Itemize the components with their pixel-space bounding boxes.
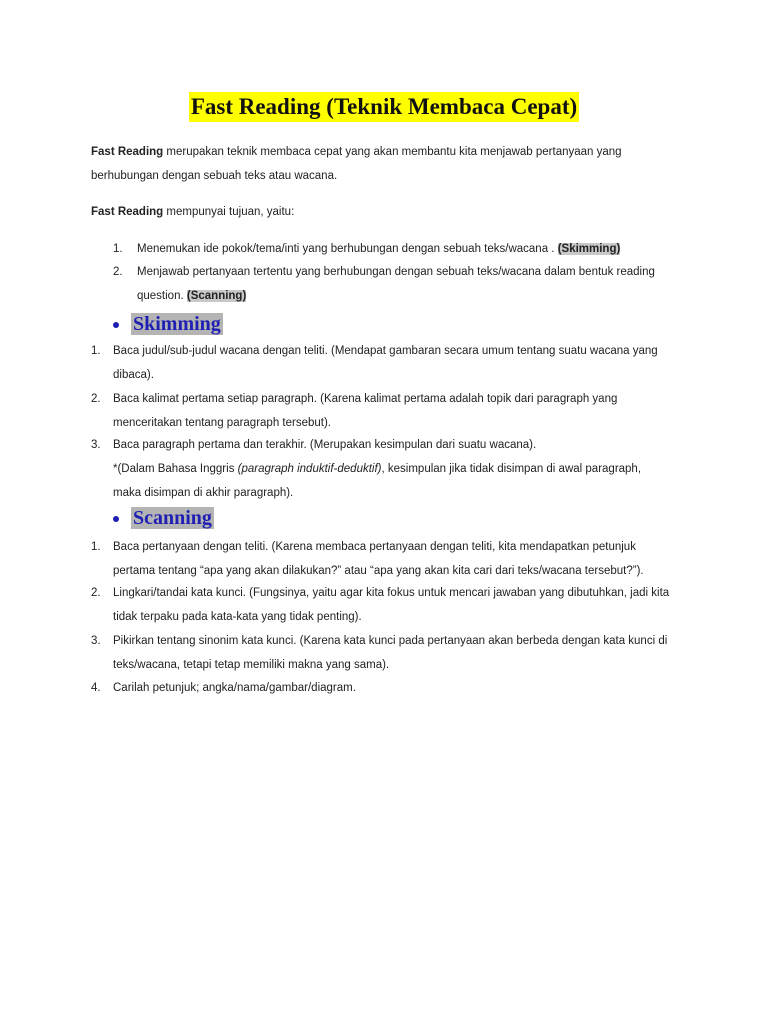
goal-text: Menemukan ide pokok/tema/inti yang berhubungan dengan sebuah teks/wacana . bbox=[137, 243, 558, 255]
skimming-item bbox=[113, 339, 677, 387]
goal-text-line1: Menjawab pertanyaan tertentu yang berhubungan dengan sebuah teks/wacana dalam bentuk reading bbox=[137, 266, 655, 278]
note-line2: maka disimpan di akhir paragraph). bbox=[113, 487, 294, 499]
scanning-line2: teks/wacana, tetapi tetap memiliki makna yang sama). bbox=[113, 659, 390, 671]
scanning-item bbox=[113, 629, 677, 677]
goal-tag: (Skimming) bbox=[557, 243, 621, 255]
bullet-icon bbox=[113, 516, 119, 522]
intro-bold: Fast Reading bbox=[91, 146, 164, 158]
skimming-number: 3. bbox=[91, 439, 101, 451]
skimming-item bbox=[113, 433, 677, 505]
goal-item bbox=[137, 260, 677, 308]
scanning-item bbox=[113, 535, 677, 583]
note-italic: (paragraph induktif-deduktif) bbox=[237, 463, 382, 475]
scanning-item bbox=[113, 676, 677, 700]
scanning-heading bbox=[113, 505, 214, 531]
skimming-line1: Baca kalimat pertama setiap paragraph. (Karena kalimat pertama adalah topik dari paragraph yang bbox=[113, 393, 618, 405]
scanning-number: 4. bbox=[91, 682, 101, 694]
purpose-paragraph bbox=[91, 200, 677, 224]
goal-text-line2: question. bbox=[137, 290, 187, 302]
scanning-item bbox=[113, 581, 677, 629]
skimming-line1: Baca paragraph pertama dan terakhir. (Merupakan kesimpulan dari suatu wacana). bbox=[113, 439, 537, 451]
scanning-line1: Lingkari/tandai kata kunci. (Fungsinya, yaitu agar kita fokus untuk mencari jawaban yang dibutuhkan, jadi kita bbox=[113, 587, 670, 599]
bullet-icon bbox=[113, 322, 119, 328]
note-text-a: *(Dalam Bahasa Inggris bbox=[113, 463, 238, 475]
purpose-text: mempunyai tujuan, yaitu: bbox=[163, 206, 295, 218]
goal-tag: (Scanning) bbox=[186, 290, 247, 302]
scanning-line1: Baca pertanyaan dengan teliti. (Karena membaca pertanyaan dengan teliti, kita mendapatkan petunjuk bbox=[113, 541, 636, 553]
skimming-heading-text: Skimming bbox=[133, 313, 221, 335]
scanning-line1: Carilah petunjuk; angka/nama/gambar/diagram. bbox=[113, 682, 356, 694]
scanning-number: 1. bbox=[91, 541, 101, 553]
purpose-bold: Fast Reading bbox=[91, 206, 164, 218]
scanning-line2: tidak terpaku pada kata-kata yang tidak penting). bbox=[113, 611, 362, 623]
goal-item bbox=[137, 237, 677, 261]
scanning-line1: Pikirkan tentang sinonim kata kunci. (Karena kata kunci pada pertanyaan akan berbeda dengan kata kunci di bbox=[113, 635, 668, 647]
note-text-b: , kesimpulan jika tidak disimpan di awal paragraph, bbox=[381, 463, 642, 475]
skimming-number: 2. bbox=[91, 393, 101, 405]
scanning-number: 2. bbox=[91, 587, 101, 599]
intro-text-line1: merupakan teknik membaca cepat yang akan membantu kita menjawab pertanyaan yang bbox=[163, 146, 622, 158]
intro-text-line2: berhubungan dengan sebuah teks atau wacana. bbox=[91, 170, 338, 182]
scanning-heading-text: Scanning bbox=[133, 507, 212, 529]
goal-number: 1. bbox=[113, 243, 123, 255]
skimming-number: 1. bbox=[91, 345, 101, 357]
skimming-line1: Baca judul/sub-judul wacana dengan teliti. (Mendapat gambaran secara umum tentang suatu wacana yang bbox=[113, 345, 658, 357]
skimming-line2: dibaca). bbox=[113, 369, 154, 381]
skimming-item bbox=[113, 387, 677, 435]
scanning-line2: pertama tentang “apa yang akan dilakukan?” atau “apa yang akan kita cari dari teks/wacana tersebut?”). bbox=[113, 565, 644, 577]
title-container bbox=[0, 92, 768, 122]
scanning-number: 3. bbox=[91, 635, 101, 647]
intro-paragraph bbox=[91, 140, 677, 188]
page-title: Fast Reading (Teknik Membaca Cepat) bbox=[189, 92, 579, 122]
skimming-heading bbox=[113, 311, 223, 337]
skimming-line2: menceritakan tentang paragraph tersebut). bbox=[113, 417, 331, 429]
goal-number: 2. bbox=[113, 266, 123, 278]
